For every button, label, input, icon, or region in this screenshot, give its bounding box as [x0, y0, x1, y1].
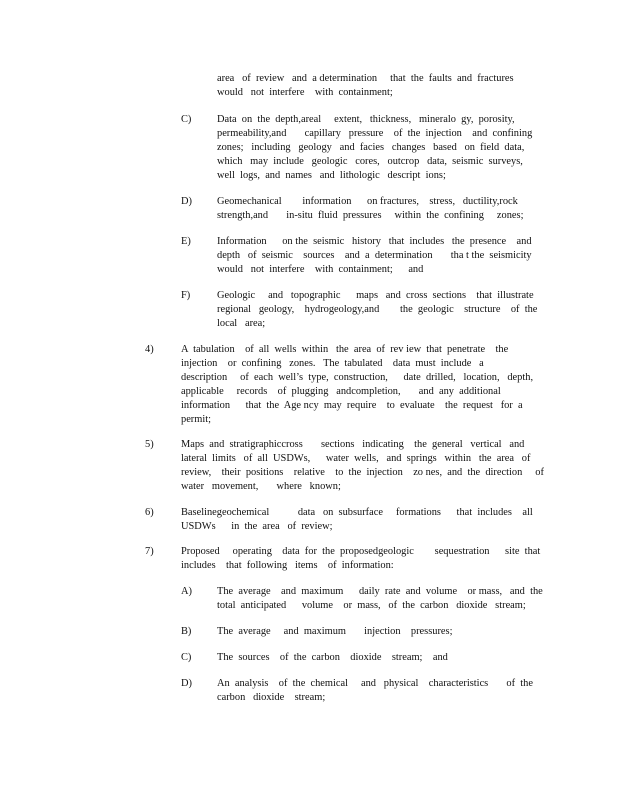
item-label: 7)	[145, 546, 154, 557]
text-line: The sources of the carbon dioxide stream; and	[217, 652, 448, 663]
text-line: description of each well’s type, construction, date drilled, location, depth,	[181, 372, 534, 383]
text-line: depth of seismic sources and a determination tha t the seismicity	[217, 250, 532, 261]
item-label: C)	[181, 652, 192, 663]
text-line: permeability,and capillary pressure of the injection and confining	[217, 128, 533, 139]
text-line: carbon dioxide stream;	[217, 692, 326, 703]
text-line: total anticipated volume or mass, of the carbon dioxide stream;	[217, 600, 526, 611]
text-line: Geologic and topographic maps and cross sections that illustrate	[217, 290, 534, 301]
text-line: Maps and stratigraphiccross sections indicating the general vertical and	[181, 439, 525, 450]
text-line: regional geology, hydrogeology,and the geologic structure of the	[217, 304, 538, 315]
text-line: USDWs in the area of review;	[181, 521, 333, 532]
item-label: D)	[181, 196, 192, 207]
text-line: Baselinegeochemical data on subsurface formations that includes all	[181, 507, 533, 518]
text-line: information that the Age ncy may require to evaluate the request for a	[181, 400, 523, 411]
text-line: applicable records of plugging andcompletion, and any additional	[181, 386, 501, 397]
text-line: injection or confining zones. The tabulated data must include a	[181, 358, 484, 369]
text-line: local area;	[217, 318, 266, 329]
item-label: 5)	[145, 439, 154, 450]
text-line: Information on the seismic history that includes the presence and	[217, 236, 532, 247]
text-line: would not interfere with containment;	[217, 87, 393, 98]
text-line: includes that following items of information:	[181, 560, 394, 571]
text-line: A tabulation of all wells within the area of rev iew that penetrate the	[181, 344, 509, 355]
text-line: lateral limits of all USDWs, water wells, and springs within the area of	[181, 453, 531, 464]
text-line: The average and maximum injection pressures;	[217, 626, 453, 637]
item-label: A)	[181, 586, 192, 597]
text-line: which may include geologic cores, outcrop data, seismic surveys,	[217, 156, 523, 167]
item-label: F)	[181, 290, 191, 301]
item-label: E)	[181, 236, 191, 247]
text-line: An analysis of the chemical and physical characteristics of the	[217, 678, 533, 689]
text-line: strength,and in-situ fluid pressures within the confining zones;	[217, 210, 524, 221]
text-line: The average and maximum daily rate and volume or mass, and the	[217, 586, 543, 597]
text-line: Proposed operating data for the proposedgeologic sequestration site that	[181, 546, 541, 557]
item-label: C)	[181, 114, 192, 125]
text-line: Geomechanical information on fractures, stress, ductility,rock	[217, 196, 518, 207]
text-line: area of review and a determination that the faults and fractures	[217, 73, 514, 84]
item-label: 4)	[145, 344, 154, 355]
text-line: well logs, and names and lithologic descript ions;	[217, 170, 446, 181]
item-label: 6)	[145, 507, 154, 518]
text-line: Data on the depth,areal extent, thickness, mineralo gy, porosity,	[217, 114, 515, 125]
text-line: review, their positions relative to the injection zo nes, and the direction of	[181, 467, 544, 478]
text-line: would not interfere with containment; and	[217, 264, 424, 275]
text-line: water movement, where known;	[181, 481, 341, 492]
text-line: permit;	[181, 414, 212, 425]
item-label: B)	[181, 626, 192, 637]
text-line: zones; including geology and facies changes based on field data,	[217, 142, 525, 153]
item-label: D)	[181, 678, 192, 689]
